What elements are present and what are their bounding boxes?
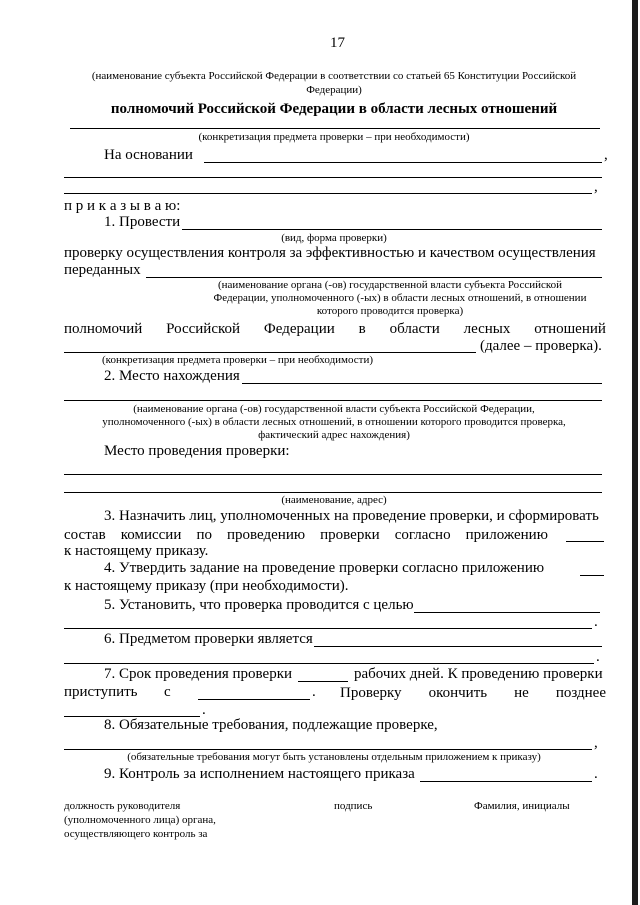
item7-word: не — [514, 685, 529, 701]
item7-part2: рабочих дней. К проведению проверки — [354, 666, 603, 682]
item3-word: состав — [64, 527, 106, 543]
item1-word: Федерации — [263, 321, 335, 337]
item2-place-field[interactable] — [64, 474, 602, 475]
item4-line2: к настоящему приказу (при необходимости). — [64, 578, 349, 594]
item1-kind-field[interactable] — [182, 229, 602, 230]
item2-place-caption: (наименование, адрес) — [281, 494, 387, 506]
item1-org-caption-3: которого проводится проверка) — [316, 305, 464, 317]
signature-position-1: должность руководителя — [64, 800, 181, 812]
item3-word: проведению — [227, 527, 306, 543]
item3-word: комиссии — [120, 527, 182, 543]
item5-label: 5. Установить, что проверка проводится с целью — [104, 597, 414, 613]
signature-name-label: Фамилия, инициалы — [474, 800, 570, 812]
item3-line2 — [64, 527, 548, 544]
item4-line1: 4. Утвердить задание на проведение проверки согласно приложению — [104, 560, 545, 576]
signature-position-2: (уполномоченного лица) органа, — [64, 814, 216, 826]
item4-appendix-field[interactable] — [580, 575, 604, 576]
item2-location-field[interactable] — [242, 383, 602, 384]
item2-caption-3: фактический адрес нахождения) — [258, 429, 410, 441]
item8-label: 8. Обязательные требования, подлежащие проверке, — [104, 717, 438, 733]
signature-sign-label: подпись — [334, 800, 373, 812]
item1-label: 1. Провести — [104, 214, 181, 230]
basis-comma: , — [604, 147, 608, 163]
item1-powers-line — [64, 321, 606, 338]
item5-purpose-field-2[interactable] — [64, 628, 592, 629]
item7-part1: 7. Срок проведения проверки — [104, 666, 293, 682]
subject-caption-cont: Федерации) — [306, 84, 362, 96]
item3-line1: 3. Назначить лиц, уполномоченных на проведение проверки, и сформировать — [104, 508, 599, 524]
item2-location-field-2[interactable] — [64, 400, 602, 401]
item7-word: Проверку — [340, 685, 402, 701]
item7-start-word: приступить — [64, 684, 138, 700]
item3-appendix-field[interactable] — [566, 541, 604, 542]
item7-end-words — [340, 685, 606, 702]
item1-spec-caption: (конкретизация предмета проверки – при необходимости) — [102, 354, 374, 366]
item2-caption-2: уполномоченного (-ых) в области лесных отношений, в отношении которого проводится проверка, — [102, 416, 566, 428]
item1-word: отношений — [534, 321, 606, 337]
item6-subject-field[interactable] — [314, 646, 602, 647]
item1-word: полномочий — [64, 321, 143, 337]
item1-org-caption-1: (наименование органа (-ов) государственной власти субъекта Российской — [217, 279, 563, 291]
item7-start-date-field[interactable] — [198, 699, 310, 700]
item1-word: лесных — [463, 321, 511, 337]
item7-dot: . — [312, 684, 316, 700]
item8-requirements-field[interactable] — [64, 749, 592, 750]
item8-end: , — [594, 735, 598, 751]
item8-caption: (обязательные требования могут быть установлены отдельным приложением к приказу) — [127, 751, 541, 763]
item2-place-field-2[interactable] — [64, 492, 602, 493]
item7-from-word: с — [164, 684, 171, 700]
item2-place-label: Место проведения проверки: — [104, 443, 290, 459]
item1-word: области — [389, 321, 440, 337]
item1-org-field[interactable] — [146, 277, 602, 278]
signature-position-3: осуществляющего контроль за — [64, 828, 208, 840]
item1-hereinafter: (далее – проверка). — [480, 338, 602, 354]
order-word: п р и к а з ы в а ю: — [64, 198, 181, 214]
item1-org-caption-2: Федерации, уполномоченного (-ых) в области лесных отношений, в отношении — [213, 292, 587, 304]
item7-end: . — [202, 702, 206, 718]
item7-word: позднее — [555, 685, 606, 701]
item2-label: 2. Место нахождения — [104, 368, 240, 384]
item1-spec-field[interactable] — [64, 352, 476, 353]
item3-word: проверки — [320, 527, 380, 543]
item7-days-field[interactable] — [298, 681, 348, 682]
basis-comma-2: , — [594, 179, 598, 195]
item6-label: 6. Предметом проверки является — [104, 631, 313, 647]
basis-label: На основании — [104, 147, 193, 163]
item3-word: приложению — [465, 527, 548, 543]
item5-purpose-field[interactable] — [414, 612, 600, 613]
basis-field-3[interactable] — [64, 193, 592, 194]
page-number: 17 — [330, 35, 345, 51]
item2-caption-1: (наименование органа (-ов) государственной власти субъекта Российской Федерации, — [133, 403, 535, 415]
item1-transferred: переданных — [64, 262, 141, 278]
item7-word: окончить — [428, 685, 488, 701]
subject-spec-line — [70, 128, 600, 129]
document-title: полномочий Российской Федерации в области лесных отношений — [110, 101, 558, 117]
basis-field-2[interactable] — [64, 177, 602, 178]
subject-caption: (наименование субъекта Российской Федерации в соответствии со статьей 65 Конституции Российской — [91, 70, 577, 82]
item9-end: . — [594, 766, 598, 782]
scan-edge-bar — [632, 0, 638, 905]
item1-kind-caption: (вид, форма проверки) — [281, 232, 387, 244]
item1-word: Российской — [166, 321, 241, 337]
item6-end: . — [596, 649, 600, 665]
item6-subject-field-2[interactable] — [64, 663, 594, 664]
item3-word: согласно — [394, 527, 451, 543]
subject-spec-caption: (конкретизация предмета проверки – при необходимости) — [198, 131, 470, 143]
basis-field[interactable] — [204, 162, 602, 163]
item3-word: по — [196, 527, 212, 543]
item9-control-field[interactable] — [420, 781, 592, 782]
item9-label: 9. Контроль за исполнением настоящего приказа — [104, 766, 415, 782]
item3-line3: к настоящему приказу. — [64, 543, 209, 559]
item5-end: . — [594, 614, 598, 630]
item1-line1: проверку осуществления контроля за эффективностью и качеством осуществления — [64, 245, 596, 261]
item1-word: в — [358, 321, 366, 337]
